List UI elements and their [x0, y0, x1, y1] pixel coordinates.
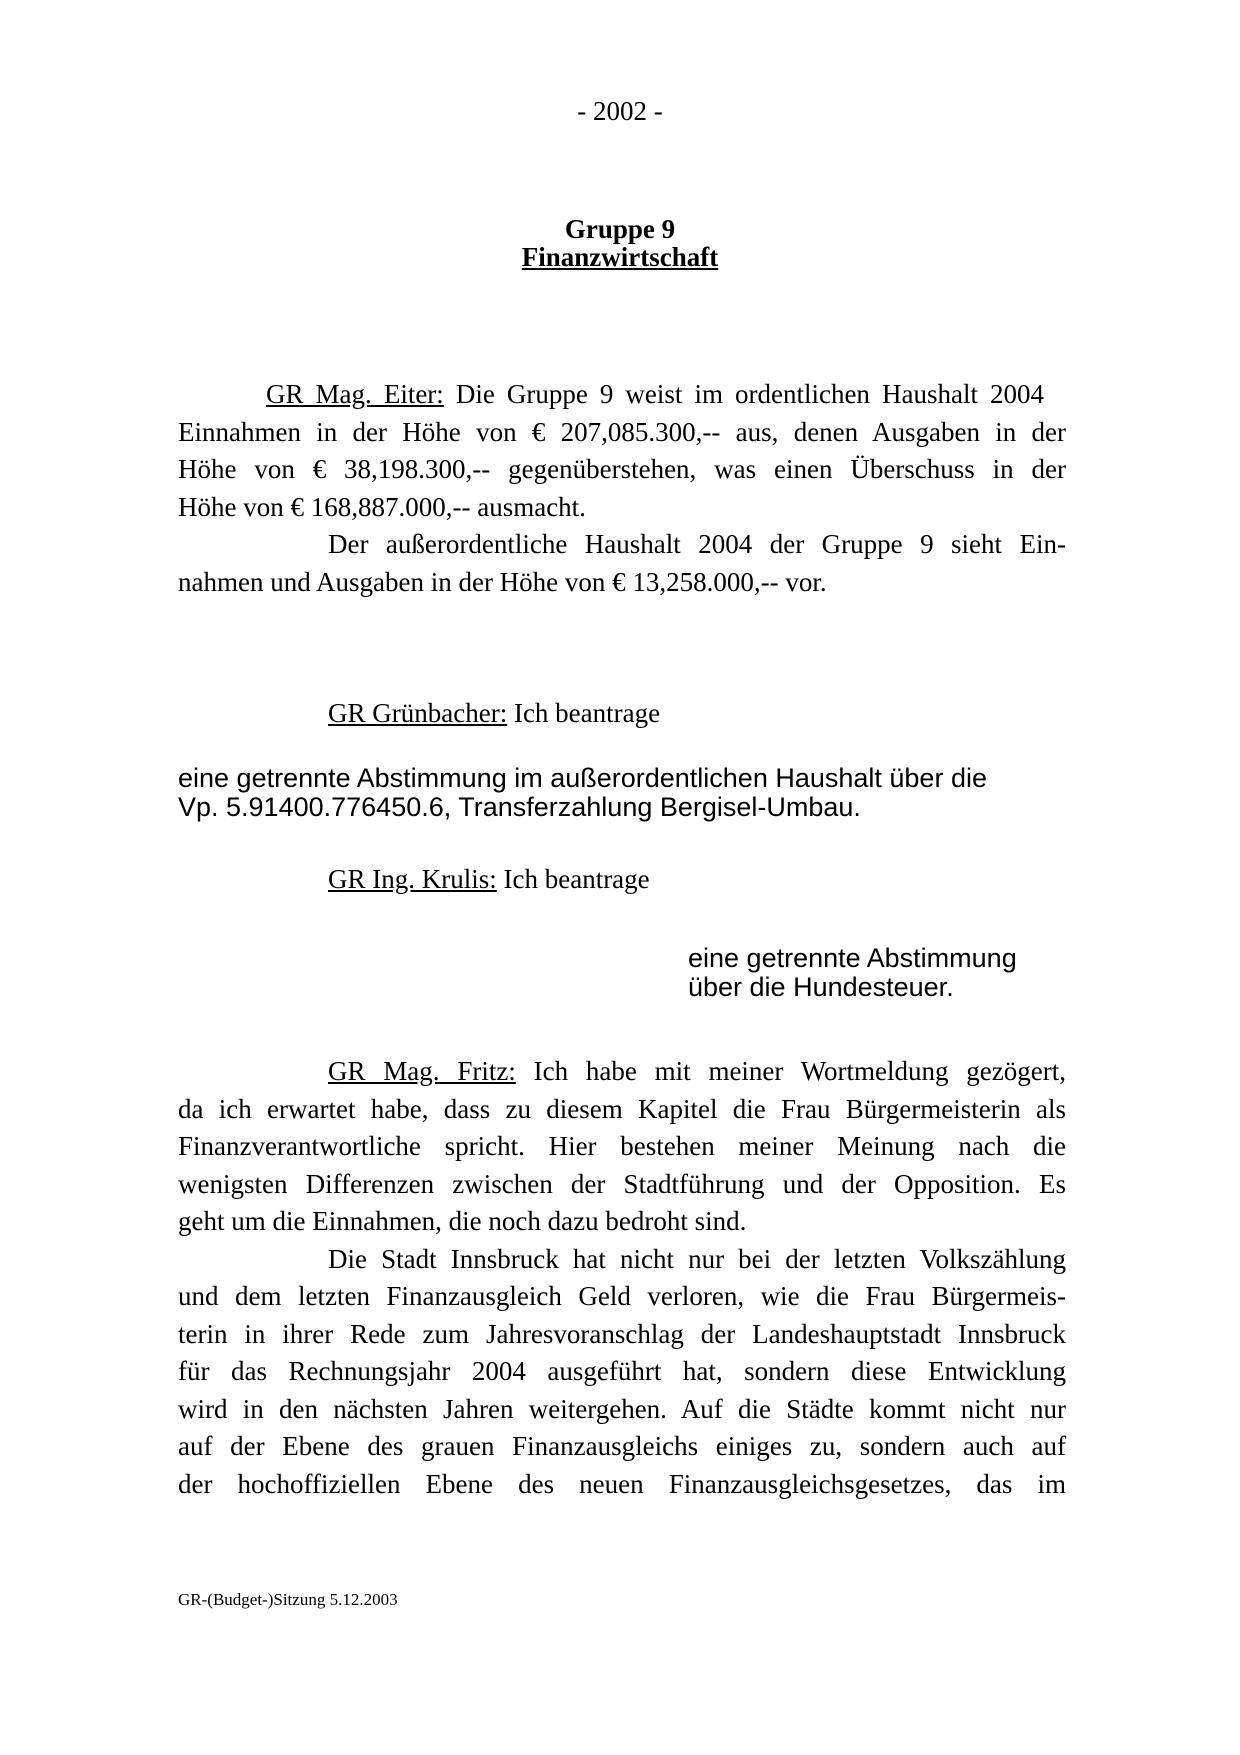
speech-krulis: [178, 861, 1066, 899]
text-line: der hochoffiziellen Ebene des neuen Finanzausgleichsgesetzes, das im: [178, 1468, 1066, 1499]
motion-line: eine getrennte Abstimmung: [688, 943, 1017, 973]
speaker-name: GR Grünbacher:: [328, 698, 508, 728]
section-title: Gruppe 9: [564, 214, 676, 244]
motion-line: Vp. 5.91400.776450.6, Transferzahlung Bergisel-Umbau.: [178, 792, 861, 822]
text-line: terin in ihrer Rede zum Jahresvoranschlag der Landeshauptstadt Innsbruck: [178, 1318, 1066, 1349]
text-line: GR Grünbacher: Ich beantrage: [328, 698, 661, 728]
text-line: GR Ing. Krulis: Ich beantrage: [328, 864, 650, 894]
text-line: Höhe von € 168,887.000,-- ausmacht.: [178, 491, 586, 522]
motion-line: über die Hundesteuer.: [688, 972, 954, 1002]
motion-line: eine getrennte Abstimmung im außerordentlichen Haushalt über die: [178, 763, 987, 793]
text-line: Der außerordentliche Haushalt 2004 der Gruppe 9 sieht Ein-: [328, 529, 1066, 559]
motion-krulis: [688, 944, 1017, 1002]
text-line: wird in den nächsten Jahren weitergehen. Auf die Städte kommt nicht nur: [178, 1393, 1066, 1424]
text-line: auf der Ebene des grauen Finanzausgleichs einiges zu, sondern auch auf: [178, 1431, 1066, 1461]
text-line: Finanzverantwortliche spricht. Hier bestehen meiner Meinung nach die: [178, 1131, 1066, 1161]
page-footer: GR-(Budget-)Sitzung 5.12.2003: [178, 1590, 398, 1609]
text-line: Einnahmen in der Höhe von € 207,085.300,-- aus, denen Ausgaben in der: [178, 416, 1066, 447]
text-line: wenigsten Differenzen zwischen der Stadtführung und der Opposition. Es: [178, 1168, 1066, 1199]
speech-fritz: [178, 1053, 1066, 1503]
speaker-name: GR Ing. Krulis:: [328, 864, 497, 894]
text-line: Die Stadt Innsbruck hat nicht nur bei der letzten Volkszählung: [328, 1243, 1066, 1274]
page-number: - 2002 -: [577, 96, 663, 126]
speaker-name: GR Mag. Eiter:: [266, 379, 444, 409]
text-line: und dem letzten Finanzausgleich Geld verloren, wie die Frau Bürgermeis-: [178, 1281, 1066, 1311]
speech-gruenbacher: [178, 695, 1066, 733]
text-line: GR Mag. Fritz: Ich habe mit meiner Wortmeldung gezögert,: [328, 1056, 1066, 1086]
speech-eiter: [178, 376, 1066, 601]
text-line: GR Mag. Eiter: Die Gruppe 9 weist im ordentlichen Haushalt 2004: [266, 379, 1044, 409]
section-subtitle: Finanzwirtschaft: [521, 242, 719, 272]
text-line: nahmen und Ausgaben in der Höhe von € 13,258.000,-- vor.: [178, 566, 827, 597]
text-line: für das Rechnungsjahr 2004 ausgeführt hat, sondern diese Entwicklung: [178, 1356, 1066, 1386]
text-line: da ich erwartet habe, dass zu diesem Kapitel die Frau Bürgermeisterin als: [178, 1093, 1066, 1124]
text-line: geht um die Einnahmen, die noch dazu bedroht sind.: [178, 1206, 747, 1236]
motion-gruenbacher: [178, 764, 987, 822]
text-line: Höhe von € 38,198.300,-- gegenüberstehen, was einen Überschuss in der: [178, 454, 1066, 484]
speaker-name: GR Mag. Fritz:: [328, 1056, 516, 1086]
